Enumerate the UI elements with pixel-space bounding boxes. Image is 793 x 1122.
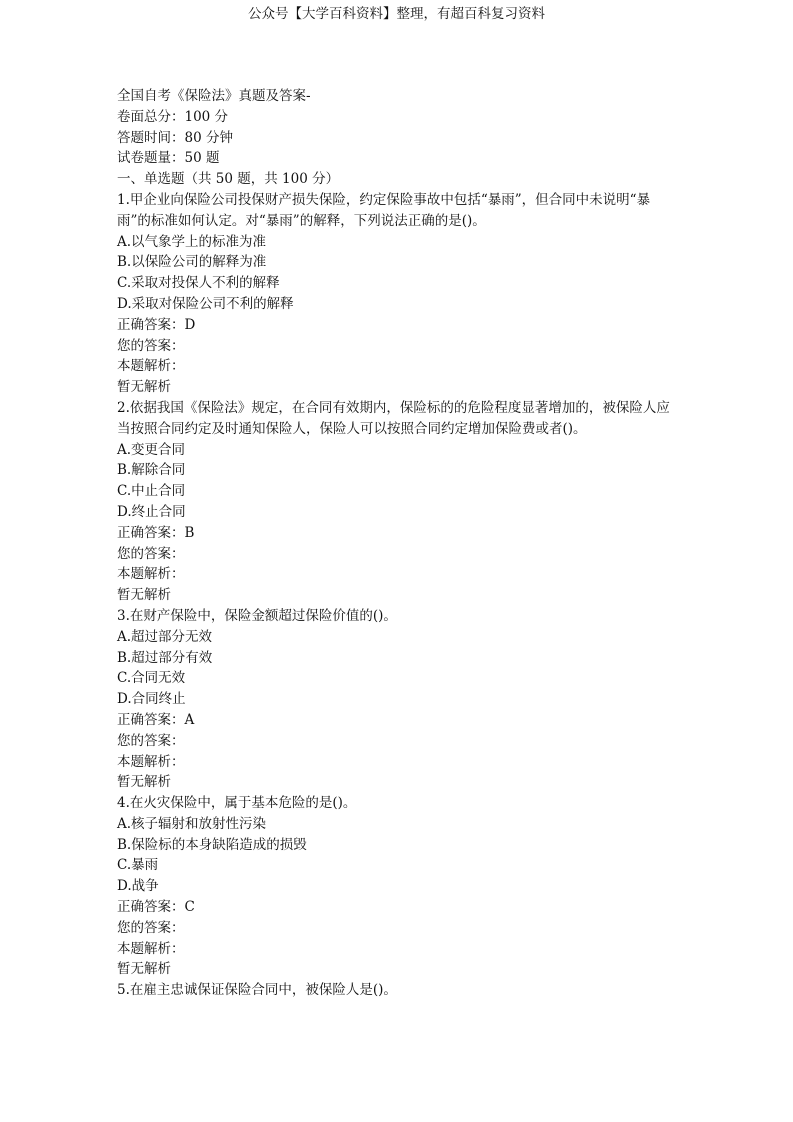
option-a: A.以气象学上的标准为准: [117, 233, 267, 250]
option-a: A.超过部分无效: [117, 628, 213, 645]
exam-time: 答题时间：80 分钟: [117, 129, 233, 146]
your-answer: 您的答案：: [117, 337, 185, 354]
doc-title: 全国自考《保险法》真题及答案-: [117, 88, 311, 104]
page-header: 公众号【大学百科资料】整理，有超百科复习资料: [248, 6, 545, 22]
option-a: A.核子辐射和放射性污染: [117, 815, 267, 832]
analysis-label: 本题解析：: [117, 566, 185, 583]
correct-answer: 正确答案：D: [117, 316, 196, 333]
analysis-text: 暂无解析: [117, 379, 171, 396]
option-c: C.暴雨: [117, 857, 159, 874]
question-count: 试卷题量：50 题: [117, 150, 220, 167]
option-b: B.解除合同: [117, 462, 186, 479]
option-d: D.终止合同: [117, 503, 186, 520]
option-d: D.采取对保险公司不利的解释: [117, 295, 294, 312]
option-c: C.合同无效: [117, 670, 186, 687]
correct-answer: 正确答案：B: [117, 524, 195, 541]
your-answer: 您的答案：: [117, 919, 185, 936]
option-c: C.采取对投保人不利的解释: [117, 275, 280, 292]
question-stem: 1.甲企业向保险公司投保财产损失保险，约定保险事故中包括“暴雨”，但合同中未说明“暴雨”的标准如何认定。对“暴雨”的解释，下列说法正确的是()。: [117, 191, 651, 229]
your-answer: 您的答案：: [117, 732, 185, 749]
document-body: [117, 86, 683, 1001]
analysis-text: 暂无解析: [117, 961, 171, 978]
correct-answer: 正确答案：A: [117, 711, 195, 728]
option-b: B.保险标的本身缺陷造成的损毁: [117, 836, 307, 853]
analysis-label: 本题解析：: [117, 358, 185, 375]
option-b: B.超过部分有效: [117, 649, 213, 666]
your-answer: 您的答案：: [117, 545, 185, 562]
analysis-text: 暂无解析: [117, 587, 171, 604]
analysis-label: 本题解析：: [117, 940, 185, 957]
analysis-label: 本题解析：: [117, 753, 185, 770]
section-heading: 一、单选题（共 50 题，共 100 分）: [117, 171, 340, 188]
option-c: C.中止合同: [117, 483, 186, 500]
option-d: D.合同终止: [117, 691, 186, 708]
question-stem: 4.在火灾保险中，属于基本危险的是()。: [117, 795, 357, 812]
correct-answer: 正确答案：C: [117, 899, 195, 916]
question-stem: 2.依据我国《保险法》规定，在合同有效期内，保险标的的危险程度显著增加的，被保险人应当按照合同约定及时通知保险人，保险人可以按照合同约定增加保险费或者()。: [117, 399, 670, 437]
option-b: B.以保险公司的解释为准: [117, 254, 267, 271]
option-d: D.战争: [117, 878, 159, 895]
analysis-text: 暂无解析: [117, 774, 171, 791]
option-a: A.变更合同: [117, 441, 186, 458]
total-score: 卷面总分：100 分: [117, 108, 229, 125]
question-stem: 5.在雇主忠诚保证保险合同中，被保险人是()。: [117, 982, 397, 999]
question-stem: 3.在财产保险中，保险金额超过保险价值的()。: [117, 607, 397, 624]
